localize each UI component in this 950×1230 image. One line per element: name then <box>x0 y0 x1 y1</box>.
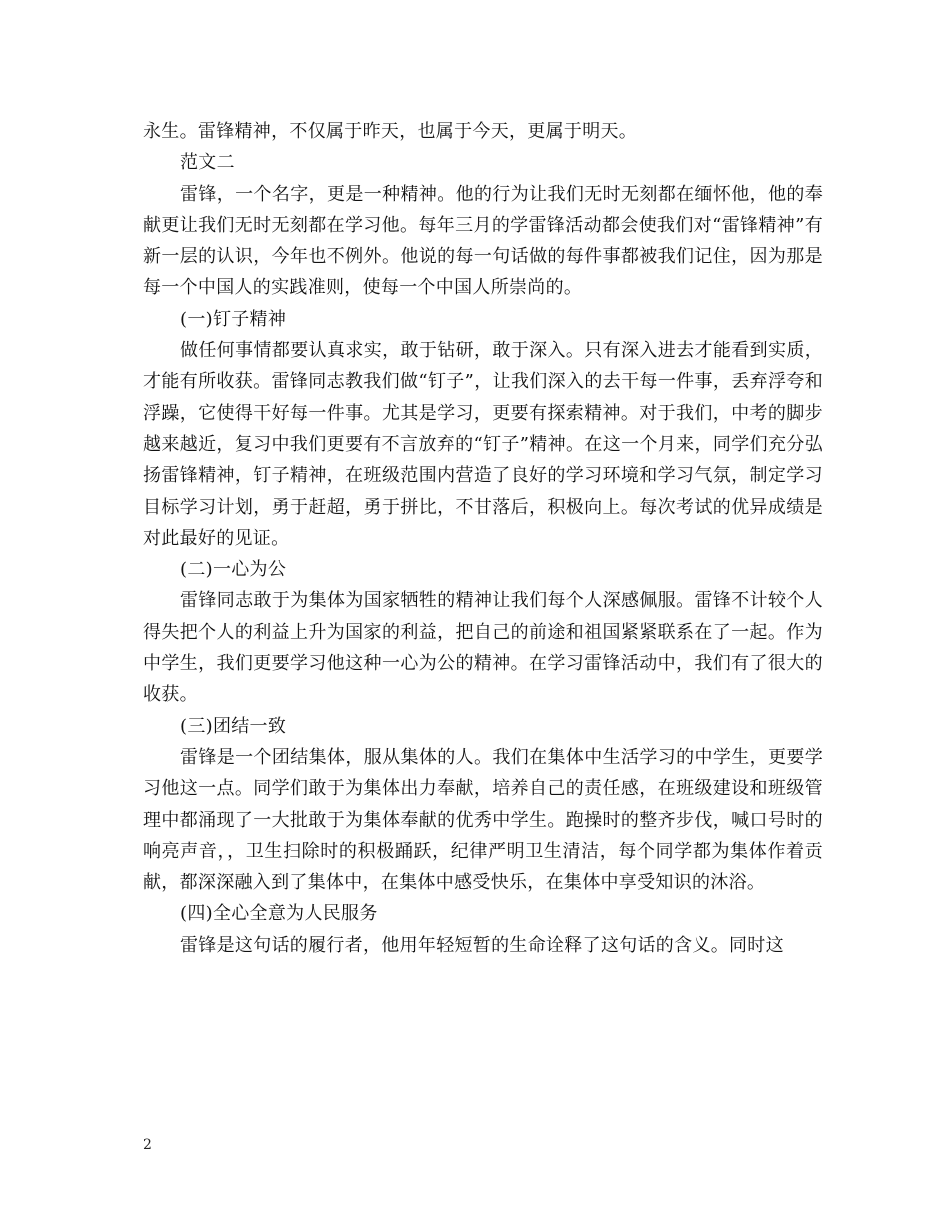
section-title-sample-two: 范文二 <box>180 152 235 174</box>
paragraph-unity: 雷锋是一个团结集体，服从集体的人。我们在集体中生活学习的中学生，更要学习他这一点。同学们敢于为集体出力奉献，培养自己的责任感，在班级建设和班级管理中都涌现了一大批敢于为集体奉献的优秀中学生。跑操时的整齐步伐，喊口号时的响亮声音，，卫生扫除时的积极踊跃，纪律严明卫生清洁，每个同学都为集体作着贡献，都深深融入到了集体中，在集体中感受快乐，在集体中享受知识的沐浴。 <box>143 746 823 894</box>
paragraph-serve-people: 雷锋是这句话的履行者，他用年轻短暂的生命诠释了这句话的含义。同时这 <box>180 934 784 956</box>
subheading-unity: (三)团结一致 <box>180 715 287 737</box>
paragraph-nail-spirit: 做任何事情都要认真求实，敢于钻研，敢于深入。只有深入进去才能看到实质，才能有所收获。雷锋同志教我们做“钉子”，让我们深入的去干每一件事，丢弃浮夸和浮躁，它使得干好每一件事。尤其是学习，更要有探索精神。对于我们，中考的脚步越来越近，复习中我们更要有不言放弃的“钉子”精神。在这一个月来，同学们充分弘扬雷锋精神，钉子精神，在班级范围内营造了良好的学习环境和学习气氛，制定学习目标学习计划，勇于赶超，勇于拼比，不甘落后，积极向上。每次考试的优异成绩是对此最好的见证。 <box>143 340 823 549</box>
document-body <box>143 116 823 961</box>
paragraph-selfless: 雷锋同志敢于为集体为国家牺牲的精神让我们每个人深感佩服。雷锋不计较个人得失把个人的利益上升为国家的利益，把自己的前途和祖国紧紧联系在了一起。作为中学生，我们更要学习他这种一心为公的精神。在学习雷锋活动中，我们有了很大的收获。 <box>143 590 823 706</box>
paragraph-closing-line: 永生。雷锋精神，不仅属于昨天，也属于今天，更属于明天。 <box>143 121 638 142</box>
paragraph-intro: 雷锋，一个名字，更是一种精神。他的行为让我们无时无刻都在缅怀他，他的奉献更让我们无时无刻都在学习他。每年三月的学雷锋活动都会使我们对“雷锋精神”有新一层的认识，今年也不例外。他说的每一句话做的每件事都被我们记住，因为那是每一个中国人的实践准则，使每一个中国人所崇尚的。 <box>143 183 823 299</box>
subheading-selfless: (二)一心为公 <box>180 559 287 581</box>
page-number: 2 <box>143 1137 152 1153</box>
subheading-serve-people: (四)全心全意为人民服务 <box>180 903 378 925</box>
subheading-nail-spirit: (一)钉子精神 <box>180 308 287 330</box>
